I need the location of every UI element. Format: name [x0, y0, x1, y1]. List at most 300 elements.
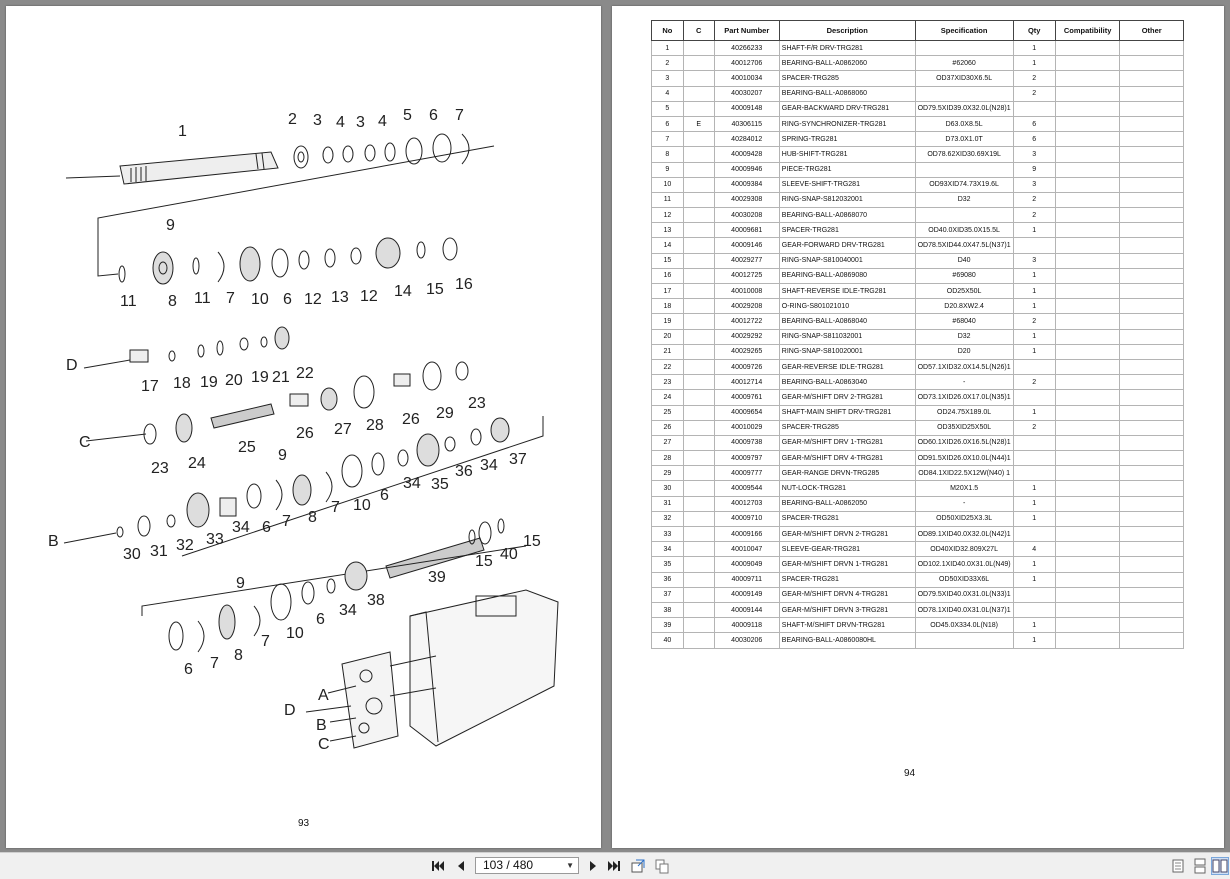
table-cell: GEAR-FORWARD DRV-TRG281: [779, 238, 915, 253]
table-cell: 40009144: [714, 602, 779, 617]
callout-label: 26: [296, 425, 314, 442]
callout-label: 11: [120, 293, 137, 310]
table-cell: 1: [1013, 618, 1055, 633]
callout-label: 35: [431, 476, 449, 493]
table-cell: D32: [915, 192, 1013, 207]
table-row: [652, 405, 1184, 420]
callout-label: 3: [356, 114, 365, 131]
table-cell: [1013, 466, 1055, 481]
table-cell: 1: [1013, 344, 1055, 359]
table-cell: GEAR-M/SHIFT DRV 2-TRG281: [779, 390, 915, 405]
table-cell: 40012703: [714, 496, 779, 511]
table-cell: [683, 223, 714, 238]
callout-label: 38: [367, 592, 385, 609]
table-cell: 40009777: [714, 466, 779, 481]
table-cell: 40009384: [714, 177, 779, 192]
column-header: Compatibility: [1055, 21, 1120, 41]
table-cell: [1055, 527, 1120, 542]
table-cell: 40010008: [714, 284, 779, 299]
table-cell: [1055, 86, 1120, 101]
table-cell: 4: [652, 86, 684, 101]
table-cell: [683, 208, 714, 223]
table-cell: OD37XID30X6.5L: [915, 71, 1013, 86]
table-row: [652, 557, 1184, 572]
table-cell: OD73.1XID26.0X17.0L(N35)1: [915, 390, 1013, 405]
callout-label: 11: [194, 290, 211, 307]
table-cell: [1055, 268, 1120, 283]
table-cell: [683, 511, 714, 526]
table-cell: RING-SNAP-S811032001: [779, 329, 915, 344]
table-row: [652, 572, 1184, 587]
callout-label: 6: [429, 107, 438, 124]
callout-label: 12: [304, 291, 322, 308]
column-header: Description: [779, 21, 915, 41]
table-cell: 15: [652, 253, 684, 268]
table-row: [652, 284, 1184, 299]
callout-label: 24: [188, 455, 206, 472]
table-cell: BEARING-BALL-A0868070: [779, 208, 915, 223]
chevron-down-icon: ▼: [566, 861, 574, 870]
callout-label: 34: [232, 519, 250, 536]
callout-label: 8: [168, 293, 177, 310]
table-cell: 40012725: [714, 268, 779, 283]
table-cell: [1055, 572, 1120, 587]
table-row: [652, 481, 1184, 496]
table-row: [652, 116, 1184, 131]
table-cell: [1120, 284, 1184, 299]
callout-label: D: [66, 357, 78, 374]
table-cell: 25: [652, 405, 684, 420]
table-cell: [1055, 71, 1120, 86]
table-cell: 1: [1013, 557, 1055, 572]
table-cell: 26: [652, 420, 684, 435]
first-page-icon[interactable]: [430, 858, 446, 874]
table-cell: [1055, 557, 1120, 572]
next-page-icon[interactable]: [585, 858, 601, 874]
table-cell: OD45.0X334.0L(N18): [915, 618, 1013, 633]
table-cell: D32: [915, 329, 1013, 344]
table-cell: 37: [652, 587, 684, 602]
table-cell: D63.0X8.5L: [915, 116, 1013, 131]
table-cell: [683, 527, 714, 542]
table-cell: [1120, 162, 1184, 177]
table-cell: [683, 41, 714, 56]
table-cell: 19: [652, 314, 684, 329]
table-header-row: [652, 21, 1184, 41]
table-cell: 40029277: [714, 253, 779, 268]
prev-page-icon[interactable]: [453, 858, 469, 874]
callout-label: 19: [200, 374, 218, 391]
table-cell: [1055, 466, 1120, 481]
exploded-parts-diagram: [6, 6, 601, 806]
table-cell: OD91.5XID26.0X10.0L(N44)1: [915, 451, 1013, 466]
table-cell: [1013, 390, 1055, 405]
table-cell: SPRING-TRG281: [779, 132, 915, 147]
table-cell: [1013, 602, 1055, 617]
table-row: [652, 56, 1184, 71]
table-cell: 27: [652, 435, 684, 450]
table-cell: 40009148: [714, 101, 779, 116]
callout-label: C: [318, 736, 330, 753]
table-cell: [1055, 253, 1120, 268]
table-cell: 23: [652, 375, 684, 390]
table-cell: [683, 299, 714, 314]
callout-label: 7: [455, 107, 464, 124]
table-cell: SPACER-TRG285: [779, 71, 915, 86]
callout-label: 8: [234, 647, 243, 664]
table-cell: [683, 375, 714, 390]
table-cell: D20: [915, 344, 1013, 359]
table-cell: 40009726: [714, 359, 779, 374]
table-cell: [1055, 602, 1120, 617]
table-cell: 40009654: [714, 405, 779, 420]
table-cell: [1120, 481, 1184, 496]
callout-label: 22: [296, 365, 314, 382]
two-page-view-icon[interactable]: [1212, 858, 1228, 874]
table-cell: OD60.1XID26.0X16.5L(N28)1: [915, 435, 1013, 450]
column-header: C: [683, 21, 714, 41]
table-cell: D40: [915, 253, 1013, 268]
callout-label: 15: [475, 553, 493, 570]
table-cell: [1120, 496, 1184, 511]
table-cell: [683, 71, 714, 86]
table-cell: #62060: [915, 56, 1013, 71]
table-cell: [1013, 527, 1055, 542]
page-indicator-select[interactable]: [475, 857, 579, 874]
table-cell: [1055, 390, 1120, 405]
copy-icon[interactable]: [654, 858, 670, 874]
table-cell: 40009738: [714, 435, 779, 450]
table-cell: 18: [652, 299, 684, 314]
table-cell: [683, 481, 714, 496]
table-cell: 1: [1013, 56, 1055, 71]
table-cell: [915, 41, 1013, 56]
table-row: [652, 208, 1184, 223]
table-cell: 40012706: [714, 56, 779, 71]
table-row: [652, 359, 1184, 374]
table-cell: 2: [1013, 208, 1055, 223]
table-cell: D20.8XW2.4: [915, 299, 1013, 314]
callout-label: 6: [380, 487, 389, 504]
table-cell: GEAR-M/SHIFT DRV 4-TRG281: [779, 451, 915, 466]
table-cell: 40306115: [714, 116, 779, 131]
callout-label: D: [284, 702, 296, 719]
table-cell: 40029292: [714, 329, 779, 344]
table-cell: 4: [1013, 542, 1055, 557]
page-indicator-text: 103 / 480: [483, 858, 534, 872]
table-cell: [1013, 101, 1055, 116]
table-cell: [1055, 618, 1120, 633]
table-cell: [1120, 451, 1184, 466]
table-cell: [1120, 405, 1184, 420]
table-row: [652, 192, 1184, 207]
table-cell: 29: [652, 466, 684, 481]
table-cell: [683, 268, 714, 283]
callout-label: B: [48, 533, 59, 550]
table-cell: HUB-SHIFT-TRG281: [779, 147, 915, 162]
table-row: [652, 329, 1184, 344]
table-cell: 40010029: [714, 420, 779, 435]
table-cell: [683, 192, 714, 207]
table-cell: BEARING-BALL-A0863040: [779, 375, 915, 390]
table-cell: RING-SNAP-S810020001: [779, 344, 915, 359]
table-cell: 32: [652, 511, 684, 526]
table-cell: [1055, 633, 1120, 648]
table-cell: 40030206: [714, 633, 779, 648]
table-cell: [1055, 511, 1120, 526]
table-row: [652, 253, 1184, 268]
table-row: [652, 451, 1184, 466]
table-cell: [1055, 329, 1120, 344]
table-row: [652, 633, 1184, 648]
table-cell: 1: [1013, 299, 1055, 314]
table-cell: 1: [1013, 496, 1055, 511]
table-cell: OD78.62XID30.69X19L: [915, 147, 1013, 162]
table-cell: [683, 132, 714, 147]
table-cell: [1120, 633, 1184, 648]
table-cell: 6: [1013, 132, 1055, 147]
table-row: [652, 177, 1184, 192]
table-cell: OD35XID25X50L: [915, 420, 1013, 435]
table-cell: [683, 177, 714, 192]
callout-label: 5: [403, 107, 412, 124]
table-cell: 5: [652, 101, 684, 116]
table-cell: [683, 284, 714, 299]
table-row: [652, 101, 1184, 116]
page-number: 93: [298, 818, 310, 829]
table-cell: 40: [652, 633, 684, 648]
table-cell: OD84.1XID22.5X12W(N40) 1: [915, 466, 1013, 481]
table-cell: SPACER-TRG285: [779, 420, 915, 435]
table-cell: [1120, 116, 1184, 131]
table-cell: 12: [652, 208, 684, 223]
table-cell: 40009544: [714, 481, 779, 496]
table-row: [652, 587, 1184, 602]
callout-label: 32: [176, 537, 194, 554]
table-cell: OD24.75X189.0L: [915, 405, 1013, 420]
callout-label: 10: [286, 625, 304, 642]
table-cell: SHAFT-MAIN SHIFT DRV-TRG281: [779, 405, 915, 420]
column-header: Specification: [915, 21, 1013, 41]
table-cell: 40009681: [714, 223, 779, 238]
table-row: [652, 147, 1184, 162]
table-cell: 8: [652, 147, 684, 162]
table-cell: [1055, 223, 1120, 238]
last-page-icon[interactable]: [606, 858, 622, 874]
table-cell: OD50XID33X6L: [915, 572, 1013, 587]
single-page-view-icon[interactable]: [1170, 858, 1186, 874]
table-cell: SHAFT-REVERSE IDLE-TRG281: [779, 284, 915, 299]
table-cell: [1120, 223, 1184, 238]
table-cell: [1055, 284, 1120, 299]
table-cell: [1120, 41, 1184, 56]
table-cell: #69080: [915, 268, 1013, 283]
callout-label: C: [79, 434, 91, 451]
table-cell: [683, 420, 714, 435]
table-cell: [683, 633, 714, 648]
table-cell: RING-SYNCHRONIZER-TRG281: [779, 116, 915, 131]
table-cell: [1055, 451, 1120, 466]
table-cell: 6: [652, 116, 684, 131]
table-cell: 9: [652, 162, 684, 177]
table-cell: SLEEVE-SHIFT-TRG281: [779, 177, 915, 192]
table-cell: BEARING-BALL-A0869080: [779, 268, 915, 283]
table-cell: [1120, 253, 1184, 268]
table-row: [652, 527, 1184, 542]
table-cell: 13: [652, 223, 684, 238]
table-cell: BEARING-BALL-A0868040: [779, 314, 915, 329]
table-cell: OD57.1XID32.0X14.5L(N26)1: [915, 359, 1013, 374]
callout-label: 19: [251, 369, 269, 386]
table-cell: 21: [652, 344, 684, 359]
table-row: [652, 375, 1184, 390]
table-cell: [1120, 314, 1184, 329]
table-cell: [1120, 572, 1184, 587]
table-cell: [1055, 496, 1120, 511]
callout-label: 16: [455, 276, 473, 293]
callout-label: 30: [123, 546, 141, 563]
table-cell: 1: [1013, 572, 1055, 587]
table-cell: [1120, 390, 1184, 405]
table-cell: 40012722: [714, 314, 779, 329]
column-header: Qty: [1013, 21, 1055, 41]
table-cell: [683, 435, 714, 450]
table-cell: [1120, 238, 1184, 253]
callout-label: 21: [272, 369, 290, 386]
table-cell: 2: [1013, 314, 1055, 329]
table-cell: [1120, 268, 1184, 283]
callout-label: 9: [278, 447, 287, 464]
table-cell: GEAR-BACKWARD DRV-TRG281: [779, 101, 915, 116]
table-cell: [683, 147, 714, 162]
export-icon[interactable]: [630, 858, 646, 874]
table-cell: 1: [1013, 633, 1055, 648]
table-cell: 40009049: [714, 557, 779, 572]
column-header: No: [652, 21, 684, 41]
callout-label: 27: [334, 421, 352, 438]
table-cell: [1120, 177, 1184, 192]
callout-label: 7: [331, 499, 340, 516]
table-cell: [1120, 527, 1184, 542]
table-cell: GEAR-REVERSE IDLE-TRG281: [779, 359, 915, 374]
table-cell: [1013, 238, 1055, 253]
table-cell: GEAR-RANGE DRVN-TRG285: [779, 466, 915, 481]
table-row: [652, 390, 1184, 405]
table-cell: [1120, 132, 1184, 147]
table-cell: 40009797: [714, 451, 779, 466]
table-cell: GEAR-M/SHIFT DRV 1-TRG281: [779, 435, 915, 450]
table-cell: -: [915, 496, 1013, 511]
table-cell: 2: [652, 56, 684, 71]
table-cell: NUT-LOCK-TRG281: [779, 481, 915, 496]
table-cell: [1055, 359, 1120, 374]
table-row: [652, 71, 1184, 86]
callout-label: 23: [151, 460, 169, 477]
callout-label: 6: [184, 661, 193, 678]
continuous-view-icon[interactable]: [1192, 858, 1208, 874]
table-cell: [1055, 405, 1120, 420]
table-cell: 22: [652, 359, 684, 374]
table-cell: 34: [652, 542, 684, 557]
table-cell: [1120, 86, 1184, 101]
table-cell: OD78.1XID40.0X31.0L(N37)1: [915, 602, 1013, 617]
column-header: Other: [1120, 21, 1184, 41]
table-cell: [683, 466, 714, 481]
table-cell: [683, 162, 714, 177]
table-row: [652, 542, 1184, 557]
table-cell: #68040: [915, 314, 1013, 329]
table-cell: 40009946: [714, 162, 779, 177]
table-cell: 36: [652, 572, 684, 587]
table-cell: [683, 344, 714, 359]
table-row: [652, 420, 1184, 435]
table-cell: 40009710: [714, 511, 779, 526]
table-cell: [1120, 147, 1184, 162]
table-cell: [1120, 466, 1184, 481]
table-cell: 1: [1013, 405, 1055, 420]
page-number: 94: [904, 768, 916, 779]
table-cell: OD78.5XID44.0X47.5L(N37)1: [915, 238, 1013, 253]
table-cell: [1120, 375, 1184, 390]
table-cell: [683, 451, 714, 466]
table-cell: M20X1.5: [915, 481, 1013, 496]
table-cell: [1055, 208, 1120, 223]
table-cell: 2: [1013, 420, 1055, 435]
table-cell: 1: [652, 41, 684, 56]
right-page: [612, 6, 1224, 848]
table-cell: OD89.1XID40.0X32.0L(N42)1: [915, 527, 1013, 542]
table-cell: [1055, 56, 1120, 71]
table-cell: OD102.1XID40.0X31.0L(N49): [915, 557, 1013, 572]
table-cell: [1055, 435, 1120, 450]
callout-label: 7: [282, 513, 291, 530]
callout-label: 4: [336, 114, 345, 131]
table-cell: 6: [1013, 116, 1055, 131]
table-cell: 3: [1013, 177, 1055, 192]
table-cell: PIECE-TRG281: [779, 162, 915, 177]
callout-label: 36: [455, 463, 473, 480]
table-cell: SPACER-TRG281: [779, 572, 915, 587]
table-cell: [1120, 329, 1184, 344]
table-cell: [683, 572, 714, 587]
table-cell: BEARING-BALL-A0860080HL: [779, 633, 915, 648]
table-cell: [683, 86, 714, 101]
table-cell: [683, 587, 714, 602]
table-row: [652, 299, 1184, 314]
parts-table: [651, 20, 1184, 649]
table-cell: [1055, 132, 1120, 147]
column-header: Part Number: [714, 21, 779, 41]
table-cell: 1: [1013, 481, 1055, 496]
table-cell: SHAFT-M/SHIFT DRVN-TRG281: [779, 618, 915, 633]
table-cell: OD79.5XID39.0X32.0L(N28)1: [915, 101, 1013, 116]
table-cell: 11: [652, 192, 684, 207]
table-cell: [1055, 344, 1120, 359]
table-cell: [1055, 587, 1120, 602]
table-cell: [683, 101, 714, 116]
table-cell: 30: [652, 481, 684, 496]
table-cell: 24: [652, 390, 684, 405]
table-cell: [1055, 542, 1120, 557]
callout-label: 6: [316, 611, 325, 628]
table-cell: 40009428: [714, 147, 779, 162]
table-cell: [1055, 314, 1120, 329]
table-cell: [683, 405, 714, 420]
table-row: [652, 602, 1184, 617]
callout-label: 6: [283, 291, 292, 308]
table-cell: 1: [1013, 284, 1055, 299]
table-cell: [1120, 511, 1184, 526]
